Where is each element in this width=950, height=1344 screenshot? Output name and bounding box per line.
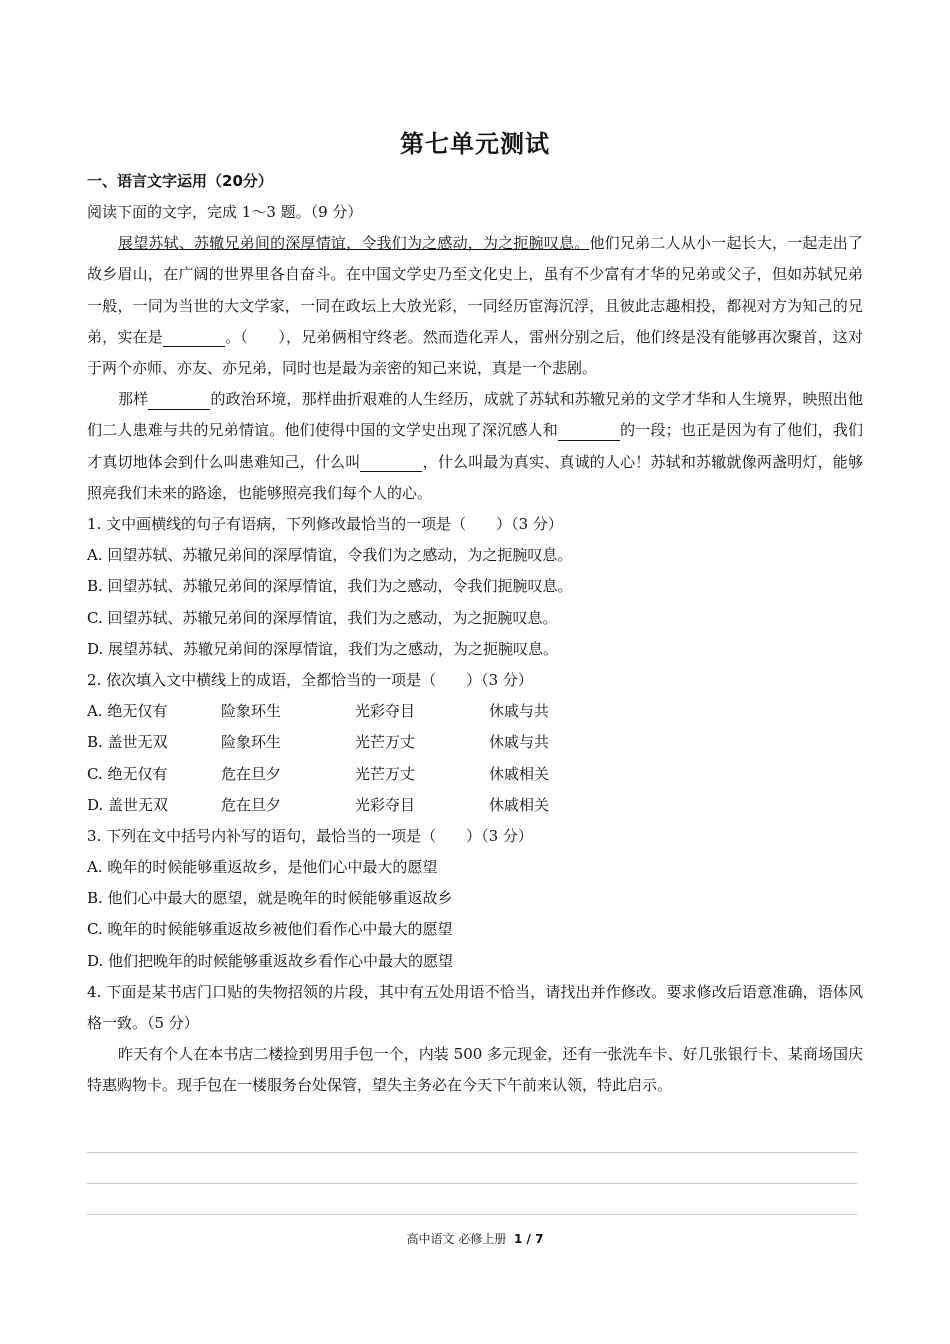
question-4-passage: 昨天有个人在本书店二楼捡到男用手包一个，内装 500 多元现金，还有一张洗车卡、好几张银行卡、某商场国庆特惠购物卡。现手包在一楼服务台处保管，望失主务必在今天下午前来认领，特此启示。 — [87, 1045, 863, 1095]
page-footer — [0, 1230, 950, 1247]
question-3-option: B. 他们心中最大的愿望，就是晚年的时候能够重返故乡 — [87, 889, 453, 908]
question-3-option: D. 他们把晚年的时候能够重返故乡看作心中最大的愿望 — [87, 951, 454, 970]
answer-line — [87, 1183, 857, 1184]
page-number: 1 / 7 — [514, 1232, 544, 1246]
question-4-stem: 4. 下面是某书店门口贴的失物招领的片段，其中有五处用语不恰当，请找出并作修改。要求修改后语意准确，语体风格一致。（5 分） — [87, 982, 863, 1033]
question-3-option: C. 晚年的时候能够重返故乡被他们看作心中最大的愿望 — [87, 920, 453, 939]
passage-paragraph-1: 展望苏轼、苏辙兄弟间的深厚情谊，令我们为之感动，为之扼腕叹息。他们兄弟二人从小一起长大，一起走出了故乡眉山，在广阔的世界里各自奋斗。在中国文学史乃至文化史上，虽有不少富有才华的兄弟或父子，但如苏轼兄弟一般，一同为当世的大文学家，一同在政坛上大放光彩，一同经历宦海沉浮，且彼此志趣相投，都视对方为知己的兄弟，实在是 。（ ），兄弟俩相守终老。然而造化弄人，雷州分别之后，他们终是没有能够再次聚首，这对于两个亦师、亦友、亦兄弟，同时也是最为亲密的知己来说，真是一个悲剧。 — [87, 234, 863, 377]
answer-line — [87, 1214, 857, 1215]
question-1-option: B. 回望苏轼、苏辙兄弟间的深厚情谊，我们为之感动，令我们扼腕叹息。 — [87, 577, 573, 596]
fill-blank-4 — [360, 453, 422, 472]
question-2-option: B. 盖世无双 险象环生 光芒万丈 休戚与共 — [87, 733, 550, 752]
question-2-stem: 2. 依次填入文中横线上的成语，全都恰当的一项是（ ）（3 分） — [87, 670, 533, 689]
section-heading: 一、语言文字运用（20分） — [87, 172, 273, 190]
fill-blank-1 — [163, 328, 225, 347]
underlined-sentence: 展望苏轼、苏辙兄弟间的深厚情谊，令我们为之感动，为之扼腕叹息。 — [118, 234, 590, 253]
intro-text: 阅读下面的文字，完成 1～3 题。（9 分） — [87, 203, 363, 221]
question-3-stem: 3. 下列在文中括号内补写的语句，最恰当的一项是（ ）（3 分） — [87, 826, 533, 845]
question-3-option: A. 晚年的时候能够重返故乡，是他们心中最大的愿望 — [87, 858, 438, 877]
question-1-option: C. 回望苏轼、苏辙兄弟间的深厚情谊，我们为之感动，为之扼腕叹息。 — [87, 608, 558, 627]
question-2-option: A. 绝无仅有 险象环生 光彩夺目 休戚与共 — [87, 702, 550, 721]
page-title: 第七单元测试 — [400, 130, 550, 158]
question-1-option: D. 展望苏轼、苏辙兄弟间的深厚情谊，我们为之感动，为之扼腕叹息。 — [87, 639, 559, 658]
footer-text: 高中语文 必修上册 — [406, 1232, 507, 1246]
question-1-option: A. 回望苏轼、苏辙兄弟间的深厚情谊，令我们为之感动，为之扼腕叹息。 — [87, 546, 573, 565]
passage-paragraph-2: 那样 的政治环境，那样曲折艰难的人生经历，成就了苏轼和苏辙兄弟的文学才华和人生境界，映照出他们二人患难与共的兄弟情谊。他们使得中国的文学史出现了深沉感人和 的一段；也正是因为有了他们，我们才真切地体会到什么叫患难知己，什么叫 ，什么叫最为真实、真诚的人心！苏轼和苏辙就像两盏明灯，能够照亮我们未来的路途，也能够照亮我们每个人的心。 — [87, 390, 863, 502]
reading-section — [87, 197, 863, 1102]
question-2-option: C. 绝无仅有 危在旦夕 光芒万丈 休戚相关 — [87, 764, 550, 783]
fill-blank-3 — [558, 422, 620, 441]
question-2-option: D. 盖世无双 危在旦夕 光彩夺目 休戚相关 — [87, 795, 550, 814]
answer-line — [87, 1152, 857, 1153]
fill-blank-2 — [148, 391, 210, 410]
question-1-stem: 1. 文中画横线的句子有语病，下列修改最恰当的一项是（ ）（3 分） — [87, 515, 563, 534]
